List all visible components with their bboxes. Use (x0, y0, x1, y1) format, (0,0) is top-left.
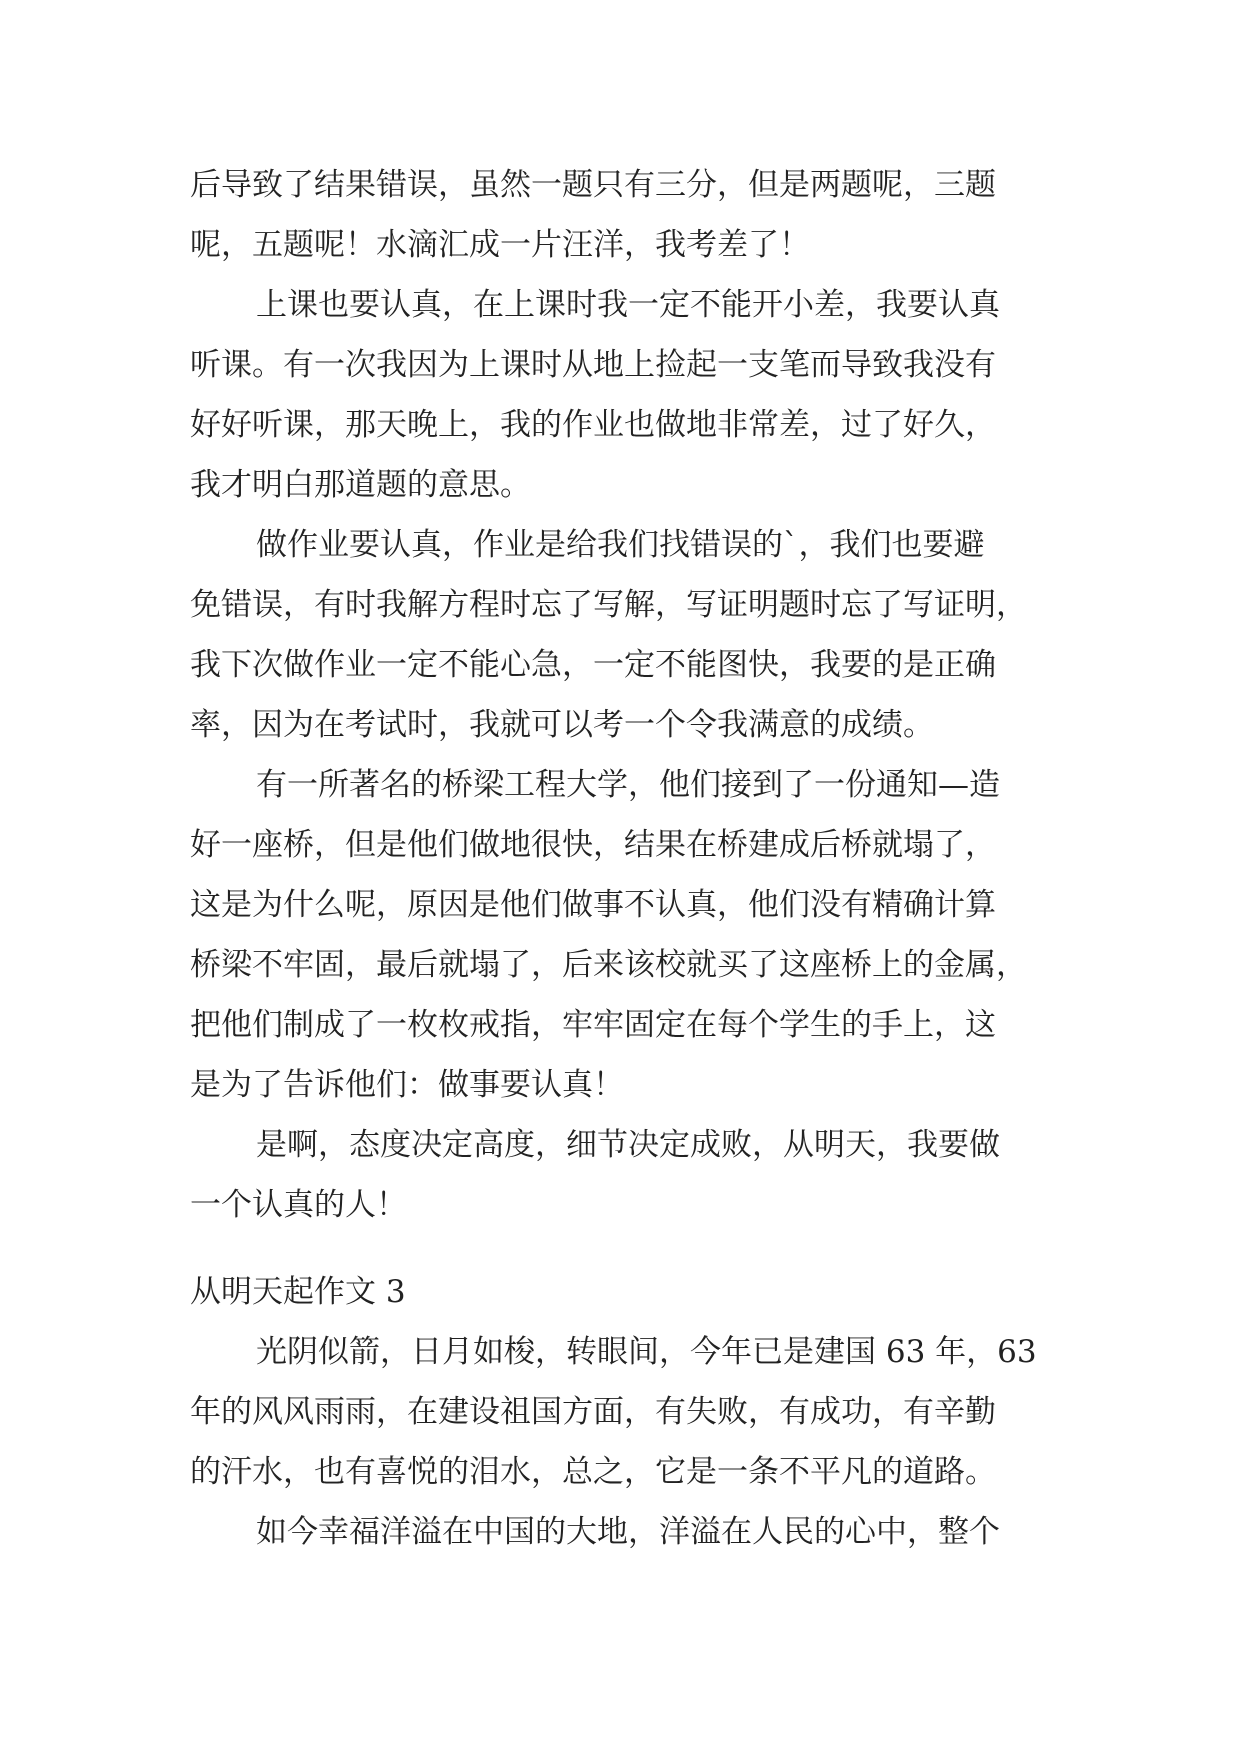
paragraph-line: 免错误，有时我解方程时忘了写解，写证明题时忘了写证明， (190, 587, 1027, 623)
paragraph-line: 我才明白那道题的意思。 (190, 467, 531, 503)
paragraph-line: 是为了告诉他们：做事要认真！ (190, 1067, 624, 1103)
paragraph-line: 做作业要认真，作业是给我们找错误的`，我们也要避 (256, 527, 985, 563)
paragraph-line: 一个认真的人！ (190, 1187, 407, 1223)
paragraph-line: 光阴似箭，日月如梭，转眼间，今年已是建国 63 年，63 (256, 1334, 1037, 1370)
paragraph-line: 年的风风雨雨，在建设祖国方面，有失败，有成功，有辛勤 (190, 1394, 996, 1430)
paragraph-line: 这是为什么呢，原因是他们做事不认真，他们没有精确计算 (190, 887, 996, 923)
paragraph-line: 我下次做作业一定不能心急，一定不能图快，我要的是正确 (190, 647, 996, 683)
paragraph-line: 有一所著名的桥梁工程大学，他们接到了一份通知—造 (256, 767, 1000, 803)
paragraph-line: 上课也要认真，在上课时我一定不能开小差，我要认真 (256, 287, 1000, 323)
paragraph-line: 率，因为在考试时，我就可以考一个令我满意的成绩。 (190, 707, 934, 743)
paragraph-line: 如今幸福洋溢在中国的大地，洋溢在人民的心中，整个 (256, 1514, 1000, 1550)
paragraph-line: 好一座桥，但是他们做地很快，结果在桥建成后桥就塌了， (190, 827, 996, 863)
paragraph-line: 桥梁不牢固，最后就塌了，后来该校就买了这座桥上的金属， (190, 947, 1027, 983)
paragraph-line: 的汗水，也有喜悦的泪水，总之，它是一条不平凡的道路。 (190, 1454, 996, 1490)
paragraph-line: 把他们制成了一枚枚戒指，牢牢固定在每个学生的手上，这 (190, 1007, 996, 1043)
paragraph-line: 后导致了结果错误，虽然一题只有三分，但是两题呢，三题 (190, 167, 996, 203)
paragraph-line: 呢，五题呢！水滴汇成一片汪洋，我考差了！ (190, 227, 810, 263)
paragraph-line: 是啊，态度决定高度，细节决定成败，从明天，我要做 (256, 1127, 1000, 1163)
section-heading: 从明天起作文 3 (190, 1274, 406, 1310)
paragraph-line: 好好听课，那天晚上，我的作业也做地非常差，过了好久， (190, 407, 996, 443)
paragraph-line: 听课。有一次我因为上课时从地上捡起一支笔而导致我没有 (190, 347, 996, 383)
